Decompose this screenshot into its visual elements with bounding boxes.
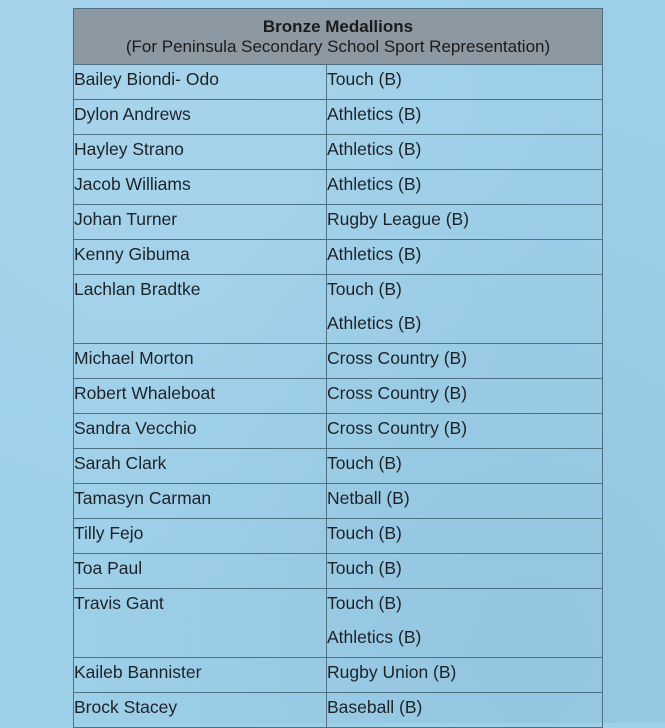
student-name-cell	[74, 344, 327, 379]
table-body	[74, 65, 603, 728]
student-name: Robert Whaleboat	[74, 383, 216, 403]
sport-entry: Cross Country (B)	[327, 348, 468, 368]
student-name-cell	[74, 379, 327, 414]
student-name: Tilly Fejo	[74, 523, 144, 543]
sport-entry: Baseball (B)	[327, 697, 423, 717]
table-row	[74, 65, 603, 100]
table-row	[74, 658, 603, 693]
student-name: Hayley Strano	[74, 139, 184, 159]
student-name: Jacob Williams	[74, 174, 191, 194]
sport-entry: Athletics (B)	[327, 104, 422, 124]
student-name-cell	[74, 484, 327, 519]
sport-entry: Rugby League (B)	[327, 209, 470, 229]
sport-entry: Rugby Union (B)	[327, 662, 457, 682]
sport-entry: Netball (B)	[327, 488, 410, 508]
sport-cell	[327, 275, 603, 344]
student-name: Michael Morton	[74, 348, 194, 368]
student-name-cell	[74, 414, 327, 449]
sport-entry: Touch (B)	[327, 593, 402, 613]
student-name: Kenny Gibuma	[74, 244, 190, 264]
table-subtitle: (For Peninsula Secondary School Sport Representation)	[125, 36, 551, 56]
table-row	[74, 344, 603, 379]
student-name-cell	[74, 658, 327, 693]
student-name: Sarah Clark	[74, 453, 167, 473]
sport-cell	[327, 414, 603, 449]
sport-entry: Touch (B)	[327, 279, 402, 299]
sport-cell	[327, 519, 603, 554]
student-name: Kaileb Bannister	[74, 662, 202, 682]
table-row	[74, 275, 603, 344]
sport-cell	[327, 170, 603, 205]
sport-entry: Touch (B)	[327, 558, 402, 578]
sport-entry: Touch (B)	[327, 523, 402, 543]
sport-cell	[327, 65, 603, 100]
student-name-cell	[74, 65, 327, 100]
student-name-cell	[74, 589, 327, 658]
sport-entry: Athletics (B)	[327, 313, 422, 333]
table-row	[74, 554, 603, 589]
sport-cell	[327, 589, 603, 658]
student-name-cell	[74, 205, 327, 240]
sport-cell	[327, 240, 603, 275]
sport-entry: Cross Country (B)	[327, 383, 468, 403]
table-row	[74, 589, 603, 658]
sport-cell	[327, 554, 603, 589]
sport-cell	[327, 100, 603, 135]
sport-entry: Athletics (B)	[327, 244, 422, 264]
student-name-cell	[74, 100, 327, 135]
student-name: Tamasyn Carman	[74, 488, 212, 508]
table-row	[74, 693, 603, 728]
table-row	[74, 205, 603, 240]
table-row	[74, 484, 603, 519]
sport-cell	[327, 449, 603, 484]
table-header	[74, 9, 603, 65]
sport-entry: Athletics (B)	[327, 139, 422, 159]
student-name: Johan Turner	[74, 209, 178, 229]
table-row	[74, 170, 603, 205]
student-name: Brock Stacey	[74, 697, 178, 717]
student-name-cell	[74, 693, 327, 728]
sport-cell	[327, 344, 603, 379]
sport-cell	[327, 484, 603, 519]
table-row	[74, 414, 603, 449]
sport-cell	[327, 205, 603, 240]
table-row	[74, 519, 603, 554]
student-name-cell	[74, 240, 327, 275]
student-name: Bailey Biondi- Odo	[74, 69, 219, 89]
sport-cell	[327, 693, 603, 728]
sport-entry: Athletics (B)	[327, 174, 422, 194]
table-row	[74, 449, 603, 484]
sport-cell	[327, 658, 603, 693]
student-name: Dylon Andrews	[74, 104, 191, 124]
medallions-table	[73, 8, 603, 728]
table-row	[74, 100, 603, 135]
student-name-cell	[74, 554, 327, 589]
student-name-cell	[74, 519, 327, 554]
student-name-cell	[74, 449, 327, 484]
table-row	[74, 135, 603, 170]
student-name: Travis Gant	[74, 593, 164, 613]
student-name: Sandra Vecchio	[74, 418, 197, 438]
student-name: Toa Paul	[74, 558, 143, 578]
table-row	[74, 240, 603, 275]
student-name-cell	[74, 170, 327, 205]
sport-entry: Touch (B)	[327, 69, 402, 89]
sport-cell	[327, 135, 603, 170]
sport-entry: Touch (B)	[327, 453, 402, 473]
student-name-cell	[74, 135, 327, 170]
sport-cell	[327, 379, 603, 414]
sport-entry: Athletics (B)	[327, 627, 422, 647]
student-name-cell	[74, 275, 327, 344]
table-title: Bronze Medallions	[262, 16, 414, 36]
student-name: Lachlan Bradtke	[74, 279, 201, 299]
sport-entry: Cross Country (B)	[327, 418, 468, 438]
table-row	[74, 379, 603, 414]
